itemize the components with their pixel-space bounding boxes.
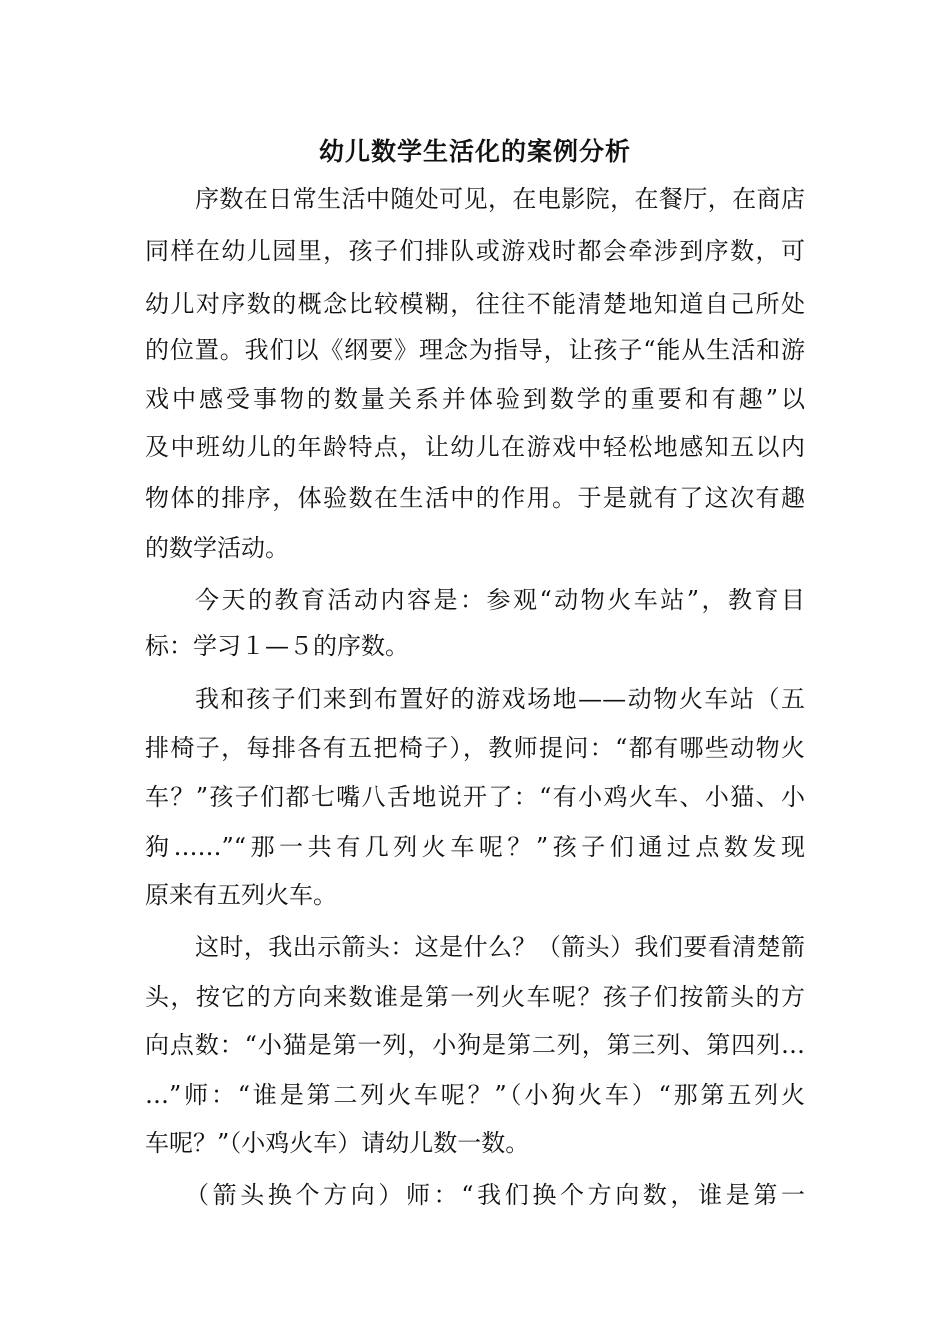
text-line: 的数学活动。 — [145, 534, 289, 562]
text-line: 原来有五列火车。 — [145, 881, 337, 909]
text-line: 序数在日常生活中随处可见，在电影院，在餐厅，在商店 — [195, 185, 805, 213]
text-line: 物体的排序，体验数在生活中的作用。于是就有了这次有趣 — [145, 484, 805, 512]
text-line: 戏中感受事物的数量关系并体验到数学的重要和有趣”以 — [145, 385, 805, 413]
text-line: 车呢？”（小鸡火车）请幼儿数一数。 — [145, 1129, 530, 1157]
text-line: 幼儿对序数的概念比较模糊，往往不能清楚地知道自己所处 — [145, 290, 805, 318]
text-line: 同样在幼儿园里，孩子们排队或游戏时都会牵涉到序数，可 — [145, 237, 805, 265]
text-line: 车？”孩子们都七嘴八舌地说开了：“有小鸡火车、小猫、小 — [145, 783, 805, 811]
text-line: 及中班幼儿的年龄特点，让幼儿在游戏中轻松地感知五以内 — [145, 433, 805, 461]
text-line: 这时，我出示箭头：这是什么？（箭头）我们要看清楚箭 — [195, 933, 805, 961]
text-line: 头，按它的方向来数谁是第一列火车呢？孩子们按箭头的方 — [145, 983, 805, 1011]
document-title: 幼儿数学生活化的案例分析 — [318, 137, 631, 166]
text-line: 向点数：“小猫是第一列，小狗是第二列，第三列、第四列… — [145, 1031, 805, 1059]
text-line: 排椅子，每排各有五把椅子），教师提问：“都有哪些动物火 — [145, 734, 805, 762]
text-line: 标：学习１—５的序数。 — [145, 632, 409, 660]
text-line: 狗……”“那一共有几列火车呢？”孩子们通过点数发现 — [145, 833, 805, 861]
text-line: 我和孩子们来到布置好的游戏场地——动物火车站（五 — [195, 685, 805, 713]
text-line: …”师：“谁是第二列火车呢？”（小狗火车）“那第五列火 — [145, 1081, 805, 1109]
text-line: 今天的教育活动内容是：参观“动物火车站”，教育目 — [195, 586, 805, 614]
text-line: （箭头换个方向）师：“我们换个方向数，谁是第一 — [185, 1181, 805, 1209]
text-line: 的位置。我们以《纲要》理念为指导，让孩子“能从生活和游 — [145, 336, 805, 364]
